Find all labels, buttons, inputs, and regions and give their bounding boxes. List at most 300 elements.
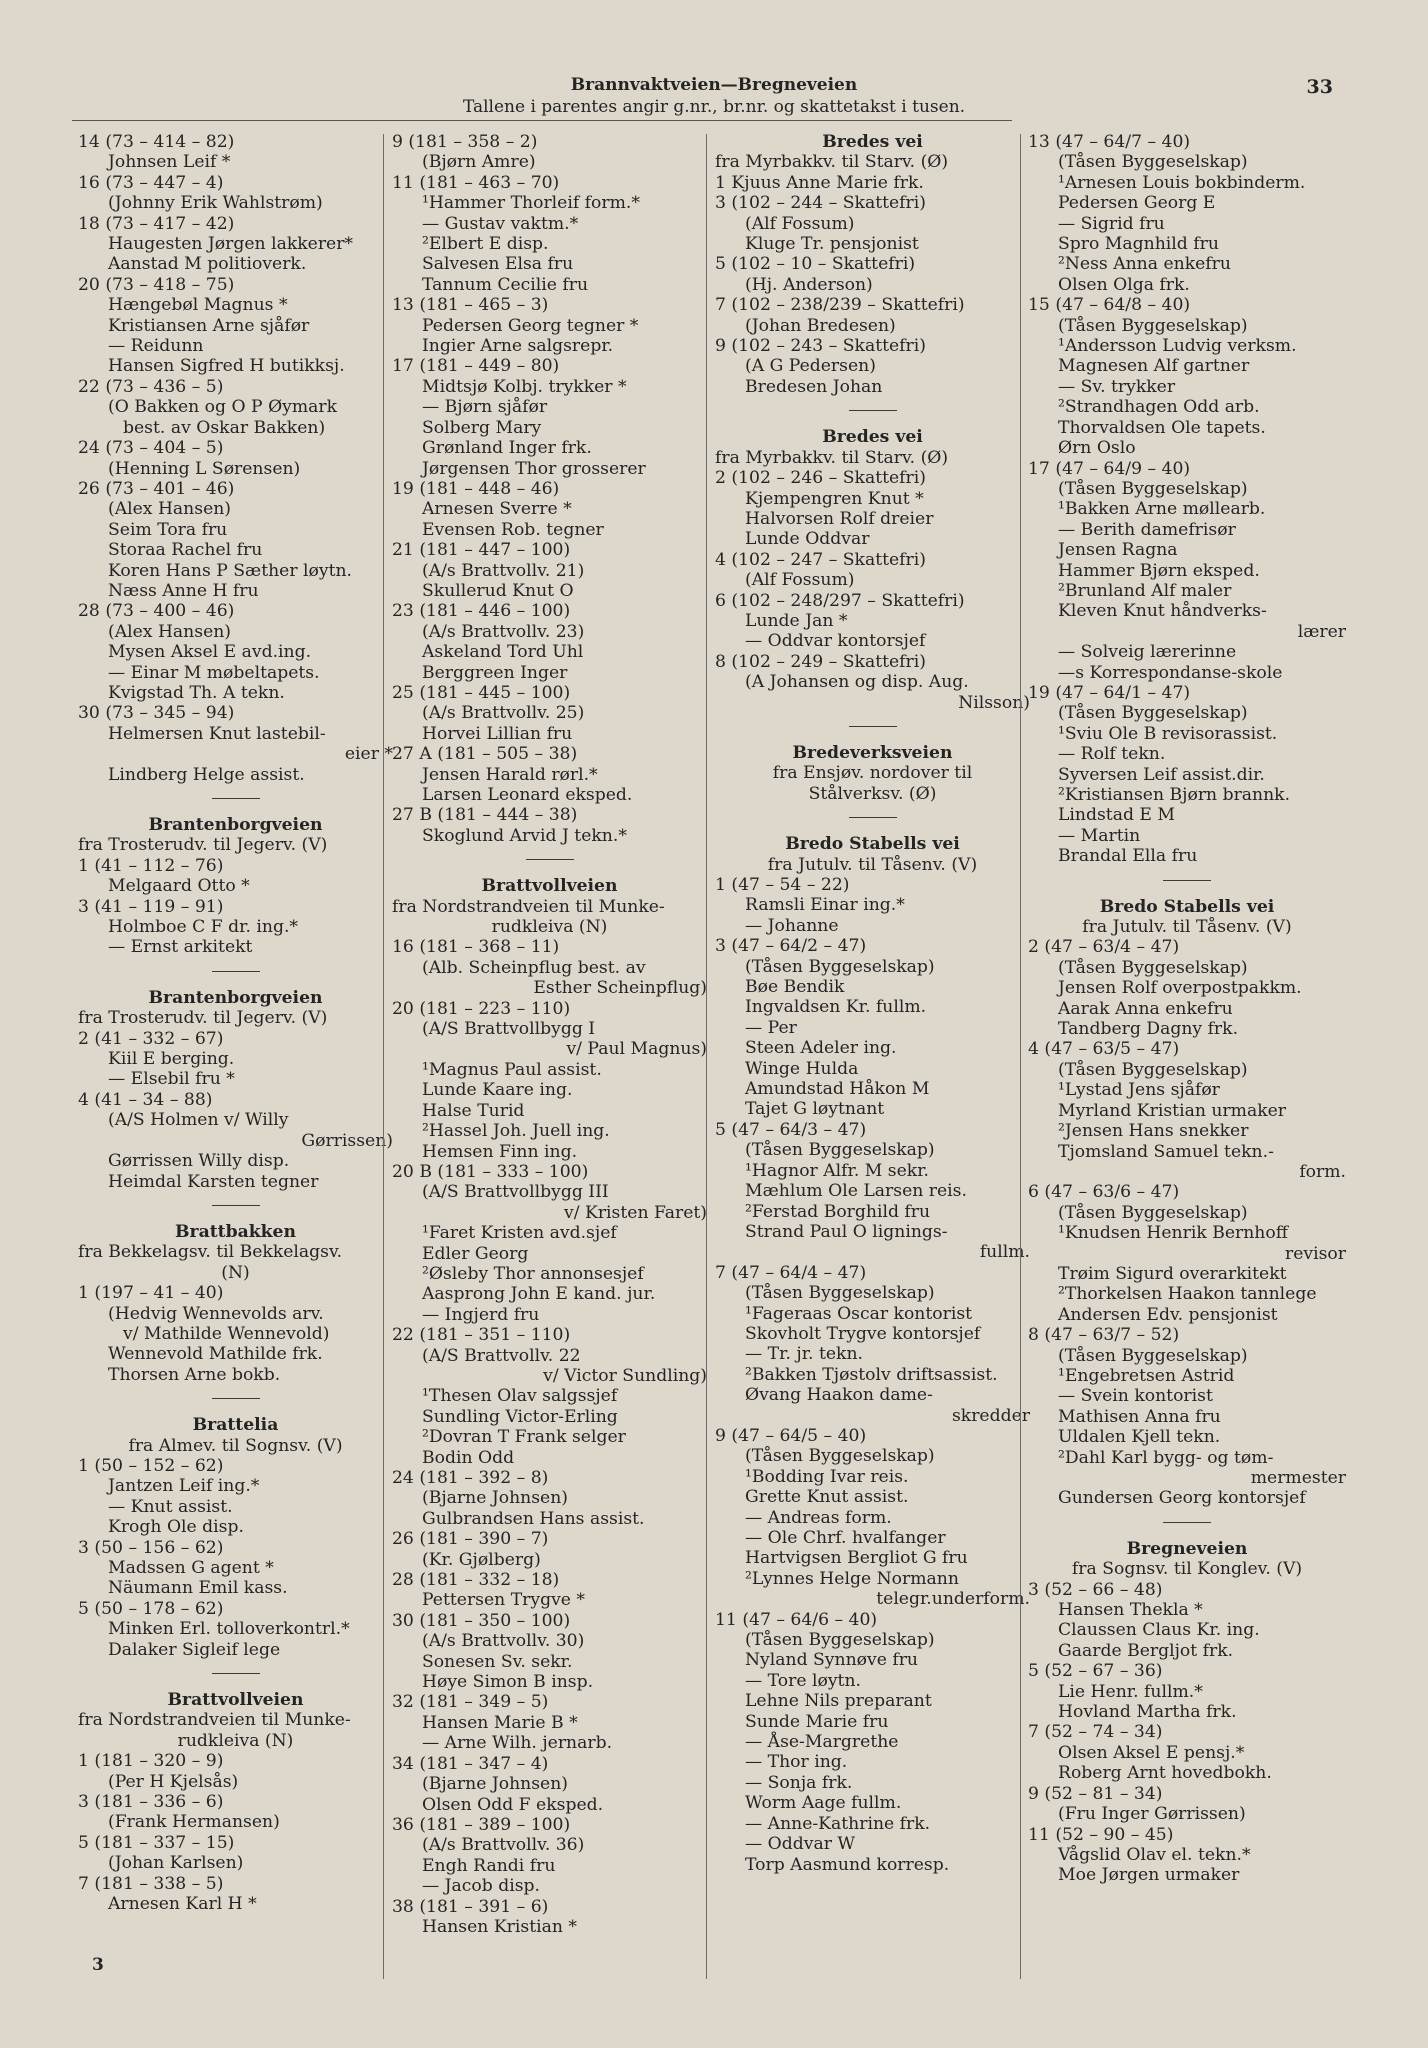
directory-line: ¹Knudsen Henrik Bernhoff: [1058, 1223, 1288, 1244]
directory-line: Worm Aage fullm.: [745, 1793, 902, 1814]
directory-line: Skovholt Trygve kontorsjef: [745, 1323, 981, 1344]
directory-line: ¹Engebretsen Astrid: [1058, 1365, 1235, 1386]
directory-line: Claussen Claus Kr. ing.: [1058, 1620, 1260, 1641]
page-subtitle: Tallene i parentes angir g.nr., br.nr. og skattetakst i tusen.: [462, 97, 966, 117]
directory-line: Mysen Aksel E avd.ing.: [108, 642, 312, 663]
directory-line: Jantzen Leif ing.*: [108, 1476, 260, 1497]
directory-line: ¹Magnus Paul assist.: [422, 1059, 602, 1080]
directory-line: — Ole Chrf. hvalfanger: [745, 1528, 946, 1548]
directory-line: 4 (102 – 247 – Skattefri): [715, 549, 926, 570]
directory-line: fra Almev. til Sognsv. (V): [128, 1435, 343, 1456]
directory-line: ¹Arnesen Louis bokbinderm.: [1058, 172, 1306, 193]
directory-line: 3 (52 – 66 – 48): [1028, 1579, 1163, 1600]
directory-line: 20 (181 – 223 – 110): [392, 998, 571, 1019]
directory-line: Wennevold Mathilde frk.: [108, 1344, 323, 1365]
directory-line: Pedersen Georg tegner *: [422, 315, 639, 336]
directory-line: 5 (102 – 10 – Skattefri): [715, 254, 916, 275]
directory-line: ¹Bakken Arne møllearb.: [1058, 499, 1266, 520]
directory-line: Halse Turid: [422, 1100, 525, 1121]
directory-line: — Ernst arkitekt: [108, 937, 253, 958]
directory-line: (Henning L Sørensen): [108, 458, 301, 479]
directory-line: 19 (47 – 64/1 – 47): [1028, 682, 1191, 703]
section-separator: [849, 726, 897, 727]
directory-line: Næss Anne H fru: [108, 580, 259, 601]
directory-line: (A/S Holmen v/ Willy: [108, 1110, 289, 1131]
directory-line: ²Dahl Karl bygg- og tøm-: [1058, 1447, 1274, 1468]
directory-line: fra Trosterudv. til Jegerv. (V): [78, 1008, 328, 1029]
directory-line: 1 (41 – 112 – 76): [78, 855, 224, 876]
directory-line: (Tåsen Byggeselskap): [1058, 703, 1248, 724]
directory-line: 26 (73 – 401 – 46): [78, 478, 235, 499]
directory-line: Evensen Rob. tegner: [422, 519, 604, 540]
directory-line: (Alb. Scheinpflug best. av: [422, 957, 646, 978]
directory-line: 8 (47 – 63/7 – 52): [1028, 1325, 1180, 1346]
directory-line: 3 (50 – 156 – 62): [78, 1537, 224, 1558]
directory-line: Sundling Victor-Erling: [422, 1406, 618, 1427]
directory-line: 23 (181 – 446 – 100): [392, 601, 571, 622]
directory-line: ²Elbert E disp.: [422, 234, 549, 255]
directory-line: ²Strandhagen Odd arb.: [1058, 397, 1260, 418]
directory-line: Kluge Tr. pensjonist: [745, 234, 919, 255]
directory-line: Jørgensen Thor grosserer: [422, 458, 646, 479]
directory-line: 34 (181 – 347 – 4): [392, 1753, 549, 1774]
directory-line: mermester: [1250, 1468, 1346, 1488]
street-heading: Brattvollveien: [167, 1690, 304, 1711]
section-separator: [212, 1205, 260, 1206]
directory-line: (A/s Brattvollv. 21): [422, 560, 585, 581]
directory-line: 30 (181 – 350 – 100): [392, 1610, 571, 1631]
directory-line: Mæhlum Ole Larsen reis.: [745, 1181, 967, 1202]
directory-line: Hemsen Finn ing.: [422, 1141, 578, 1162]
directory-line: fra Jutulv. til Tåsenv. (V): [767, 854, 978, 875]
section-separator: [1163, 880, 1211, 881]
directory-line: (Tåsen Byggeselskap): [745, 956, 935, 977]
directory-line: ²Hassel Joh. Juell ing.: [422, 1121, 610, 1142]
directory-line: Pedersen Georg E: [1058, 193, 1216, 214]
directory-line: Olsen Odd F eksped.: [422, 1794, 604, 1815]
directory-line: 6 (47 – 63/6 – 47): [1028, 1182, 1180, 1203]
directory-line: Steen Adeler ing.: [745, 1038, 897, 1059]
column-divider: [1020, 134, 1021, 1979]
directory-line: (A/S Brattvollbygg I: [422, 1019, 596, 1040]
directory-line: — Tore løytn.: [745, 1670, 861, 1691]
directory-line: v/ Paul Magnus): [566, 1039, 707, 1060]
directory-line: (A/s Brattvollv. 30): [422, 1631, 585, 1652]
directory-line: 4 (47 – 63/5 – 47): [1028, 1039, 1180, 1060]
directory-line: (Tåsen Byggeselskap): [1058, 315, 1248, 336]
directory-line: Tandberg Dagny frk.: [1058, 1019, 1239, 1040]
directory-line: (Tåsen Byggeselskap): [745, 1140, 935, 1161]
directory-line: form.: [1299, 1161, 1346, 1182]
directory-line: — Martin: [1058, 825, 1141, 846]
directory-line: best. av Oskar Bakken): [123, 417, 326, 438]
directory-line: Lunde Kaare ing.: [422, 1080, 573, 1101]
directory-line: 13 (47 – 64/7 – 40): [1028, 132, 1191, 152]
directory-line: Bøe Bendik: [745, 977, 845, 998]
directory-line: ¹Lystad Jens sjåfør: [1058, 1080, 1220, 1101]
directory-line: (Tåsen Byggeselskap): [1058, 1345, 1248, 1366]
directory-line: telegr.underform.: [876, 1589, 1030, 1610]
directory-line: Lie Henr. fullm.*: [1058, 1681, 1203, 1702]
directory-line: (Bjarne Johnsen): [422, 1488, 568, 1509]
directory-line: ¹Hagnor Alfr. M sekr.: [745, 1160, 930, 1181]
directory-line: ²Øsleby Thor annonsesjef: [422, 1263, 644, 1284]
directory-line: Strand Paul O lignings-: [745, 1221, 948, 1242]
directory-line: Madssen G agent *: [108, 1558, 274, 1578]
directory-line: Gørrissen Willy disp.: [108, 1151, 290, 1172]
directory-line: — Ingjerd fru: [422, 1304, 540, 1325]
directory-line: 6 (102 – 248/297 – Skattefri): [715, 590, 965, 611]
directory-line: Lunde Jan *: [745, 610, 848, 631]
directory-line: (O Bakken og O P Øymark: [108, 397, 338, 418]
directory-line: Hansen Marie B *: [422, 1712, 578, 1733]
directory-line: Amundstad Håkon M: [745, 1079, 930, 1100]
directory-line: 2 (41 – 332 – 67): [78, 1028, 224, 1049]
directory-line: Nilsson): [958, 692, 1030, 713]
directory-line: Moe Jørgen urmaker: [1058, 1865, 1240, 1886]
directory-line: 7 (47 – 64/4 – 47): [715, 1262, 867, 1283]
directory-line: Koren Hans P Sæther løytn.: [108, 560, 353, 581]
directory-line: ²Brunland Alf maler: [1058, 580, 1232, 601]
directory-line: Høye Simon B insp.: [422, 1672, 594, 1693]
directory-line: 11 (52 – 90 – 45): [1028, 1824, 1174, 1845]
directory-line: (Kr. Gjølberg): [422, 1549, 541, 1570]
directory-line: Grønland Inger frk.: [422, 438, 592, 459]
directory-line: Uldalen Kjell tekn.: [1058, 1427, 1221, 1448]
directory-line: fra Trosterudv. til Jegerv. (V): [78, 835, 328, 856]
directory-line: (Bjørn Amre): [422, 152, 536, 173]
directory-line: — Knut assist.: [108, 1496, 233, 1517]
street-heading: Bredes vei: [822, 427, 923, 448]
directory-line: ²Dovran T Frank selger: [422, 1427, 626, 1448]
directory-line: — Einar M møbeltapets.: [108, 662, 320, 683]
directory-line: (Johan Bredesen): [745, 315, 896, 336]
directory-line: (Tåsen Byggeselskap): [1058, 1059, 1248, 1080]
directory-line: (Tåsen Byggeselskap): [745, 1630, 935, 1651]
directory-line: 32 (181 – 349 – 5): [392, 1692, 549, 1713]
directory-line: skredder: [951, 1405, 1030, 1426]
street-heading: Bredeverksveien: [792, 742, 953, 763]
directory-line: Dalaker Sigleif lege: [108, 1639, 281, 1660]
directory-line: 22 (181 – 351 – 110): [392, 1325, 571, 1346]
directory-line: Roberg Arnt hovedbokh.: [1058, 1763, 1272, 1784]
directory-line: 1 (47 – 54 – 22): [715, 875, 850, 895]
directory-line: — Sonja frk.: [745, 1772, 853, 1793]
directory-line: fra Sognsv. til Konglev. (V): [1071, 1559, 1303, 1580]
directory-line: Trøim Sigurd overarkitekt: [1058, 1263, 1287, 1284]
directory-line: Olsen Olga frk.: [1058, 274, 1190, 295]
directory-line: ²Lynnes Helge Normann: [745, 1568, 959, 1589]
directory-line: —s Korrespondanse-skole: [1058, 662, 1283, 683]
directory-line: (Bjarne Johnsen): [422, 1774, 568, 1795]
directory-line: Näumann Emil kass.: [108, 1578, 288, 1599]
directory-line: (Tåsen Byggeselskap): [1058, 152, 1248, 173]
directory-line: Jensen Ragna: [1058, 540, 1178, 561]
folio-mark: 3: [92, 1955, 104, 1975]
section-separator: [212, 971, 260, 972]
directory-line: — Åse-Margrethe: [745, 1732, 899, 1753]
directory-line: Horvei Lillian fru: [422, 723, 573, 744]
directory-line: Bredesen Johan: [745, 376, 883, 397]
directory-line: — Reidunn: [108, 336, 204, 357]
directory-line: Jensen Harald rørl.*: [422, 764, 598, 785]
directory-line: ²Bakken Tjøstolv driftsassist.: [745, 1364, 998, 1385]
directory-line: 11 (47 – 64/6 – 40): [715, 1609, 878, 1630]
directory-line: (Alex Hansen): [108, 499, 232, 520]
street-heading: Brantenborgveien: [148, 815, 323, 835]
directory-line: (Hedvig Wennevolds arv.: [108, 1303, 324, 1324]
directory-line: rudkleiva (N): [491, 917, 608, 938]
directory-line: Winge Hulda: [745, 1058, 859, 1079]
directory-line: Gaarde Bergljot frk.: [1058, 1640, 1234, 1661]
directory-line: Sunde Marie fru: [745, 1711, 889, 1732]
directory-line: ²Thorkelsen Haakon tannlege: [1058, 1284, 1317, 1305]
directory-line: Aasprong John E kand. jur.: [422, 1284, 656, 1305]
directory-line: 5 (52 – 67 – 36): [1028, 1661, 1163, 1682]
directory-line: 24 (181 – 392 – 8): [392, 1468, 549, 1488]
directory-line: Gundersen Georg kontorsjef: [1058, 1488, 1306, 1509]
section-separator: [212, 798, 260, 799]
directory-line: revisor: [1285, 1243, 1346, 1264]
directory-line: Lunde Oddvar: [745, 529, 870, 550]
directory-line: 7 (181 – 338 – 5): [78, 1873, 224, 1894]
column-2: [392, 132, 707, 1937]
directory-line: ¹Faret Kristen avd.sjef: [422, 1223, 617, 1244]
directory-line: Salvesen Elsa fru: [422, 254, 574, 275]
directory-line: Larsen Leonard eksped.: [422, 785, 633, 805]
directory-line: 14 (73 – 414 – 82): [78, 132, 235, 152]
directory-line: (Alex Hansen): [108, 621, 232, 642]
directory-line: 25 (181 – 445 – 100): [392, 682, 571, 703]
directory-line: 3 (181 – 336 – 6): [78, 1792, 224, 1813]
directory-line: 5 (50 – 178 – 62): [78, 1598, 224, 1619]
directory-line: — Sigrid fru: [1058, 213, 1165, 234]
directory-line: 1 (50 – 152 – 62): [78, 1455, 224, 1476]
directory-line: Skullerud Knut O: [422, 580, 574, 601]
directory-line: ²Ness Anna enkefru: [1058, 254, 1231, 275]
directory-line: Kleven Knut håndverks-: [1058, 601, 1267, 622]
directory-line: 22 (73 – 436 – 5): [78, 376, 224, 397]
directory-line: v/ Victor Sundling): [543, 1365, 707, 1386]
directory-line: Gørrissen): [301, 1130, 393, 1151]
directory-line: — Solveig lærerinne: [1058, 642, 1237, 663]
directory-line: Johnsen Leif *: [108, 152, 231, 173]
directory-line: (Tåsen Byggeselskap): [745, 1283, 935, 1304]
directory-line: 16 (181 – 368 – 11): [392, 937, 560, 958]
directory-line: Øvang Haakon dame-: [745, 1385, 933, 1406]
directory-line: Helmersen Knut lastebil-: [108, 723, 326, 744]
directory-line: 8 (102 – 249 – Skattefri): [715, 651, 926, 672]
directory-line: ²Kristiansen Bjørn brannk.: [1058, 785, 1291, 805]
directory-line: — Jacob disp.: [422, 1876, 541, 1897]
directory-line: 5 (47 – 64/3 – 47): [715, 1119, 867, 1140]
directory-line: — Arne Wilh. jernarb.: [422, 1733, 613, 1754]
directory-line: Nyland Synnøve fru: [745, 1650, 918, 1671]
directory-line: — Bjørn sjåfør: [422, 397, 548, 418]
directory-line: — Per: [745, 1017, 797, 1038]
directory-line: 2 (102 – 246 – Skattefri): [715, 468, 926, 489]
directory-line: fra Bekkelagsv. til Bekkelagsv.: [78, 1242, 343, 1263]
directory-line: Stålverksv. (Ø): [808, 783, 937, 804]
directory-line: 4 (41 – 34 – 88): [78, 1089, 213, 1110]
directory-line: 3 (102 – 244 – Skattefri): [715, 193, 926, 214]
directory-line: Magnesen Alf gartner: [1058, 356, 1250, 377]
header-rule: [72, 120, 1012, 121]
directory-line: (A G Pedersen): [745, 356, 876, 377]
directory-line: Ramsli Einar ing.*: [745, 895, 905, 916]
directory-line: Hovland Martha frk.: [1058, 1702, 1237, 1723]
directory-line: Haugesten Jørgen lakkerer*: [108, 234, 354, 255]
directory-line: Ingier Arne salgsrepr.: [422, 336, 614, 357]
directory-line: Minken Erl. tolloverkontrl.*: [108, 1619, 350, 1640]
directory-line: Brandal Ella fru: [1058, 846, 1198, 867]
directory-line: (N): [221, 1262, 250, 1283]
directory-line: ¹Sviu Ole B revisorassist.: [1058, 723, 1278, 744]
directory-line: Torp Aasmund korresp.: [745, 1854, 950, 1875]
directory-line: Kiil E berging.: [108, 1049, 235, 1070]
directory-line: 7 (102 – 238/239 – Skattefri): [715, 295, 965, 316]
directory-line: ¹Andersson Ludvig verksm.: [1058, 336, 1297, 357]
directory-line: — Rolf tekn.: [1058, 744, 1166, 765]
directory-line: 1 (197 – 41 – 40): [78, 1283, 224, 1304]
section-separator: [849, 817, 897, 818]
directory-line: Sonesen Sv. sekr.: [422, 1651, 573, 1672]
directory-line: 24 (73 – 404 – 5): [78, 438, 224, 459]
directory-line: ¹Fageraas Oscar kontorist: [745, 1303, 973, 1324]
directory-line: Gulbrandsen Hans assist.: [422, 1508, 645, 1529]
directory-line: 19 (181 – 448 – 46): [392, 478, 560, 499]
directory-line: Askeland Tord Uhl: [422, 642, 584, 663]
directory-line: (A Johansen og disp. Aug.: [745, 672, 969, 693]
directory-line: — Thor ing.: [745, 1752, 848, 1773]
directory-line: (Tåsen Byggeselskap): [1058, 478, 1248, 499]
directory-line: Holmboe C F dr. ing.*: [108, 917, 299, 938]
directory-line: (A/s Brattvollv. 25): [422, 703, 585, 724]
column-3: [715, 132, 1030, 1875]
directory-line: 3 (41 – 119 – 91): [78, 896, 224, 917]
section-separator: [212, 1673, 260, 1674]
directory-line: 20 (73 – 418 – 75): [78, 274, 235, 295]
section-separator: [212, 1398, 260, 1399]
directory-line: fra Myrbakkv. til Starv. (Ø): [715, 447, 949, 468]
page-number: 33: [1306, 76, 1333, 98]
street-heading: Bredes vei: [822, 132, 923, 152]
directory-line: fra Jutulv. til Tåsenv. (V): [1082, 917, 1292, 938]
directory-line: 30 (73 – 345 – 94): [78, 703, 235, 724]
directory-line: 2 (47 – 63/4 – 47): [1028, 937, 1180, 958]
directory-line: (A/S Brattvollbygg III: [422, 1182, 609, 1203]
directory-line: 38 (181 – 391 – 6): [392, 1896, 549, 1917]
street-heading: Bredo Stabells vei: [1099, 896, 1275, 917]
directory-line: fra Myrbakkv. til Starv. (Ø): [715, 152, 949, 173]
directory-line: (Tåsen Byggeselskap): [1058, 1202, 1248, 1223]
directory-line: Aarak Anna enkefru: [1058, 998, 1233, 1019]
directory-line: Storaa Rachel fru: [108, 540, 263, 561]
directory-line: Hængebøl Magnus *: [108, 295, 288, 316]
directory-line: Lindberg Helge assist.: [108, 764, 305, 785]
directory-line: 18 (73 – 417 – 42): [78, 213, 235, 234]
directory-line: ²Ferstad Borghild fru: [745, 1201, 931, 1222]
directory-line: 16 (73 – 447 – 4): [78, 172, 224, 193]
directory-line: 36 (181 – 389 – 100): [392, 1814, 571, 1835]
directory-line: Kjempengren Knut *: [745, 488, 924, 509]
directory-line: Lindstad E M: [1058, 805, 1176, 826]
street-heading: Brattelia: [192, 1415, 279, 1436]
directory-line: 1 (181 – 320 – 9): [78, 1751, 224, 1772]
directory-line: 11 (181 – 463 – 70): [392, 172, 560, 193]
directory-line: ²Jensen Hans snekker: [1058, 1121, 1249, 1142]
directory-line: — Johanne: [745, 915, 839, 936]
street-heading: Bregneveien: [1126, 1538, 1248, 1559]
directory-line: Edler Georg: [422, 1243, 529, 1264]
directory-line: 3 (47 – 64/2 – 47): [715, 936, 867, 957]
directory-line: — Andreas form.: [745, 1507, 892, 1528]
directory-line: Halvorsen Rolf dreier: [745, 508, 934, 529]
directory-line: Thorsen Arne bokb.: [108, 1364, 281, 1385]
directory-line: (Johan Karlsen): [108, 1853, 244, 1874]
page-title: Brannvaktveien—Bregneveien: [570, 75, 858, 95]
directory-line: rudkleiva (N): [177, 1730, 294, 1751]
directory-line: Hammer Bjørn eksped.: [1058, 560, 1260, 581]
directory-line: 5 (181 – 337 – 15): [78, 1832, 235, 1853]
directory-line: 27 B (181 – 444 – 38): [392, 805, 578, 826]
directory-line: Esther Scheinpflug): [533, 978, 707, 999]
directory-line: Ørn Oslo: [1058, 438, 1136, 459]
directory-line: fra Nordstrandveien til Munke-: [392, 896, 665, 917]
directory-line: — Elsebil fru *: [108, 1069, 235, 1090]
directory-line: Kvigstad Th. A tekn.: [108, 682, 285, 703]
directory-line: 28 (181 – 332 – 18): [392, 1570, 560, 1591]
directory-line: 1 Kjuus Anne Marie frk.: [715, 172, 924, 193]
directory-line: 9 (102 – 243 – Skattefri): [715, 336, 926, 357]
directory-line: Ingvaldsen Kr. fullm.: [745, 997, 927, 1018]
directory-line: Tjomsland Samuel tekn.-: [1058, 1141, 1274, 1162]
directory-line: (Frank Hermansen): [108, 1812, 280, 1833]
directory-line: (Alf Fossum): [745, 213, 855, 234]
directory-line: Midtsjø Kolbj. trykker *: [422, 376, 627, 397]
directory-line: Jensen Rolf overpostpakkm.: [1058, 978, 1302, 999]
directory-line: — Gustav vaktm.*: [422, 213, 579, 234]
directory-line: ¹Thesen Olav salgssjef: [422, 1386, 618, 1407]
column-1: [78, 132, 393, 1915]
directory-line: Heimdal Karsten tegner: [108, 1171, 319, 1192]
directory-line: Arnesen Karl H *: [108, 1894, 257, 1915]
directory-line: Pettersen Trygve *: [422, 1590, 586, 1611]
directory-line: (Tåsen Byggeselskap): [745, 1446, 935, 1467]
directory-line: Tajet G løytnant: [745, 1099, 885, 1120]
directory-line: (Fru Inger Gørrissen): [1058, 1804, 1246, 1825]
column-4: [1028, 132, 1346, 1886]
directory-line: 9 (47 – 64/5 – 40): [715, 1425, 867, 1446]
directory-line: lærer: [1297, 621, 1346, 642]
directory-line: (Hj. Anderson): [745, 274, 873, 295]
directory-line: — Anne-Kathrine frk.: [745, 1813, 931, 1834]
section-separator: [849, 410, 897, 411]
directory-line: Mathisen Anna fru: [1058, 1406, 1221, 1427]
directory-line: — Oddvar W: [745, 1834, 856, 1855]
directory-line: (A/S Brattvollv. 22: [422, 1345, 581, 1366]
directory-line: (Johnny Erik Wahlstrøm): [108, 193, 323, 214]
directory-line: Hansen Kristian *: [422, 1916, 577, 1937]
directory-line: Seim Tora fru: [108, 519, 228, 540]
directory-line: Andersen Edv. pensjonist: [1058, 1304, 1278, 1325]
directory-line: — Sv. trykker: [1058, 376, 1176, 397]
directory-line: Tannum Cecilie fru: [422, 274, 589, 295]
street-heading: Bredo Stabells vei: [785, 834, 960, 855]
directory-line: Olsen Aksel E pensj.*: [1058, 1742, 1245, 1763]
directory-line: 9 (52 – 81 – 34): [1028, 1783, 1163, 1804]
directory-line: Spro Magnhild fru: [1058, 234, 1219, 255]
